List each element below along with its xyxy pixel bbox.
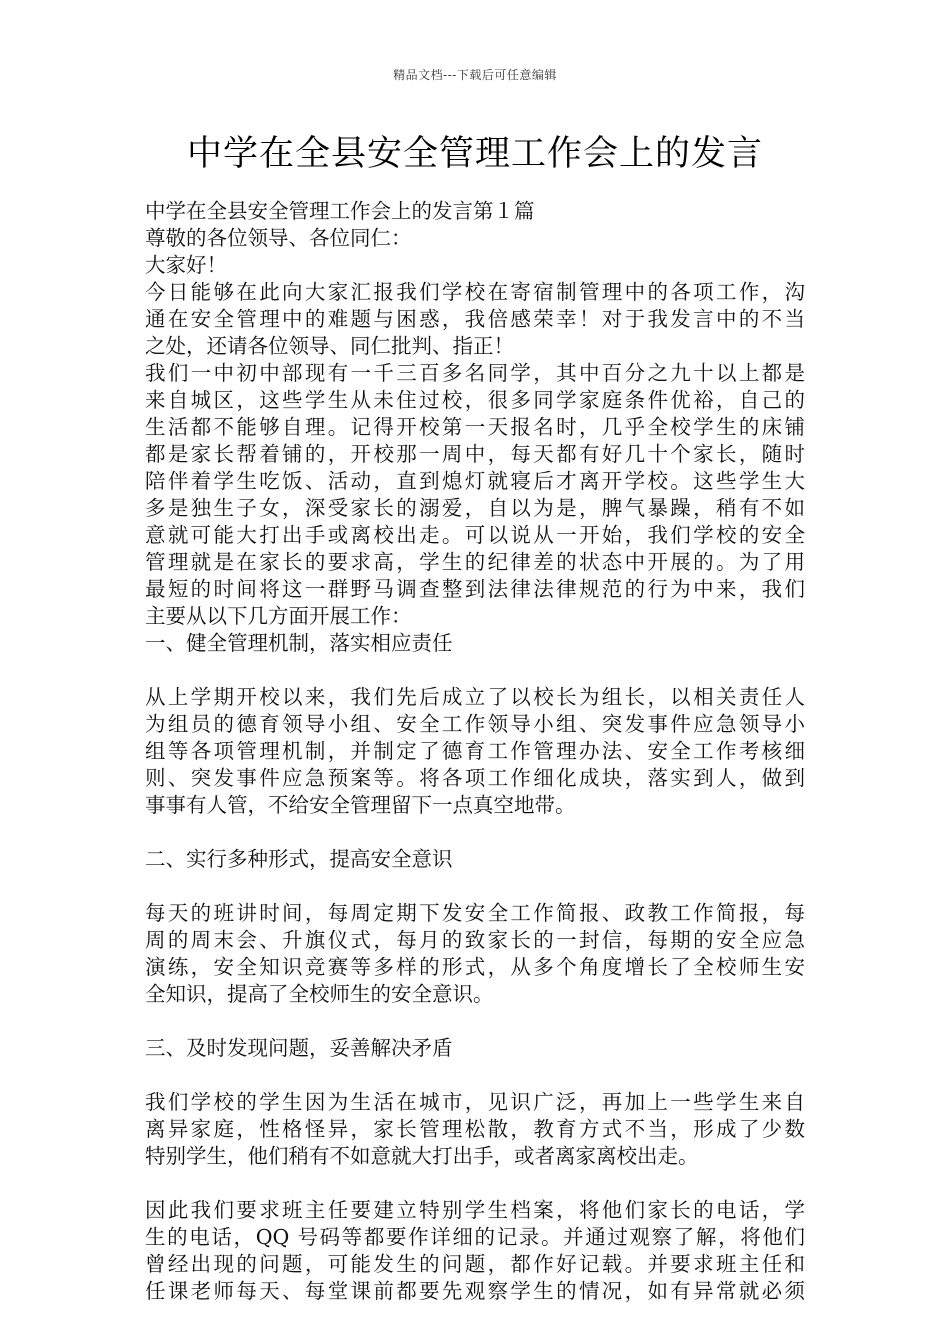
paragraph-spacer — [145, 657, 805, 684]
text-line: 组等各项管理机制，并制定了德育工作管理办法、安全工作考核细 — [145, 739, 805, 763]
paragraph-spacer — [145, 1062, 805, 1089]
paragraph — [145, 1089, 805, 1170]
text-line: 中学在全县安全管理工作会上的发言第１篇 — [145, 199, 535, 223]
text-line: 通在安全管理中的难题与困惑，我倍感荣幸！对于我发言中的不当 — [145, 307, 805, 331]
text-line: 二、实行多种形式，提高安全意识 — [145, 847, 453, 871]
paragraph — [145, 279, 805, 360]
text-line: 为组员的德育领导小组、安全工作领导小组、突发事件应急领导小 — [145, 712, 805, 736]
text-line: 最短的时间将这一群野马调查整到法律法律规范的行为中来，我们 — [145, 577, 805, 601]
paragraph — [145, 900, 805, 1008]
text-line: 全知识，提高了全校师生的安全意识。 — [145, 982, 494, 1006]
text-line: 我们一中初中部现有一千三百多名同学，其中百分之九十以上都是 — [145, 361, 805, 385]
heading-line — [145, 846, 805, 873]
paragraph — [145, 360, 805, 630]
paragraph — [145, 684, 805, 819]
text-line: 尊敬的各位领导、各位同仁： — [145, 226, 412, 250]
text-line: 事事有人管，不给安全管理留下一点真空地带。 — [145, 793, 576, 817]
heading-line — [145, 225, 805, 252]
text-line: 从上学期开校以来，我们先后成立了以校长为组长，以相关责任人 — [145, 685, 805, 709]
text-line: 生的电话，QQ 号码等都要作详细的记录。并通过观察了解，将他们 — [145, 1225, 805, 1249]
text-line: 之处，还请各位领导、同仁批判、指正！ — [145, 334, 514, 358]
text-line: 离异家庭，性格怪异，家长管理松散，教育方式不当，形成了少数 — [145, 1117, 805, 1141]
text-line: 演练，安全知识竞赛等多样的形式，从多个角度增长了全校师生安 — [145, 955, 805, 979]
text-line: 则、突发事件应急预案等。将各项工作细化成块，落实到人，做到 — [145, 766, 805, 790]
text-line: 每天的班讲时间，每周定期下发安全工作简报、政教工作简报，每 — [145, 901, 805, 925]
document-body — [145, 198, 805, 1305]
text-line: 来自城区，这些学生从未住过校，很多同学家庭条件优裕，自己的 — [145, 388, 805, 412]
document-title: 中学在全县安全管理工作会上的发言 — [186, 134, 763, 174]
heading-line — [145, 630, 805, 657]
paragraph-spacer — [145, 1008, 805, 1035]
heading-line — [145, 252, 805, 279]
text-line: 生活都不能够自理。记得开校第一天报名时，几乎全校学生的床铺 — [145, 415, 805, 439]
text-line: 因此我们要求班主任要建立特别学生档案，将他们家长的电话，学 — [145, 1198, 805, 1222]
text-line: 管理就是在家长的要求高，学生的纪律差的状态中开展的。为了用 — [145, 550, 805, 574]
text-line: 都是家长帮着铺的，开校那一周中，每天都有好几十个家长，随时 — [145, 442, 805, 466]
text-line: 主要从以下几方面开展工作： — [145, 604, 412, 628]
text-line: 大家好！ — [145, 253, 227, 277]
text-line: 陪伴着学生吃饭、活动，直到熄灯就寝后才离开学校。这些学生大 — [145, 469, 805, 493]
paragraph-spacer — [145, 1170, 805, 1197]
paragraph — [145, 1197, 805, 1305]
text-line: 一、健全管理机制，落实相应责任 — [145, 631, 453, 655]
text-line: 任课老师每天、每堂课前都要先观察学生的情况，如有异常就必须 — [145, 1279, 805, 1303]
text-line: 曾经出现的问题，可能发生的问题，都作好记载。并要求班主任和 — [145, 1252, 805, 1276]
text-line: 特别学生，他们稍有不如意就大打出手，或者离家离校出走。 — [145, 1144, 699, 1168]
header-note: 精品文档---下载后可任意编辑 — [393, 68, 557, 82]
text-line: 三、及时发现问题，妥善解决矛盾 — [145, 1036, 453, 1060]
text-line: 我们学校的学生因为生活在城市，见识广泛，再加上一些学生来自 — [145, 1090, 805, 1114]
paragraph-spacer — [145, 819, 805, 846]
paragraph-spacer — [145, 873, 805, 900]
text-line: 意就可能大打出手或离校出走。可以说从一开始，我们学校的安全 — [145, 523, 805, 547]
heading-line — [145, 198, 805, 225]
text-line: 多是独生子女，深受家长的溺爱，自以为是，脾气暴躁，稍有不如 — [145, 496, 805, 520]
text-line: 周的周末会、升旗仪式，每月的致家长的一封信，每期的安全应急 — [145, 928, 805, 952]
heading-line — [145, 1035, 805, 1062]
text-line: 今日能够在此向大家汇报我们学校在寄宿制管理中的各项工作，沟 — [145, 280, 805, 304]
